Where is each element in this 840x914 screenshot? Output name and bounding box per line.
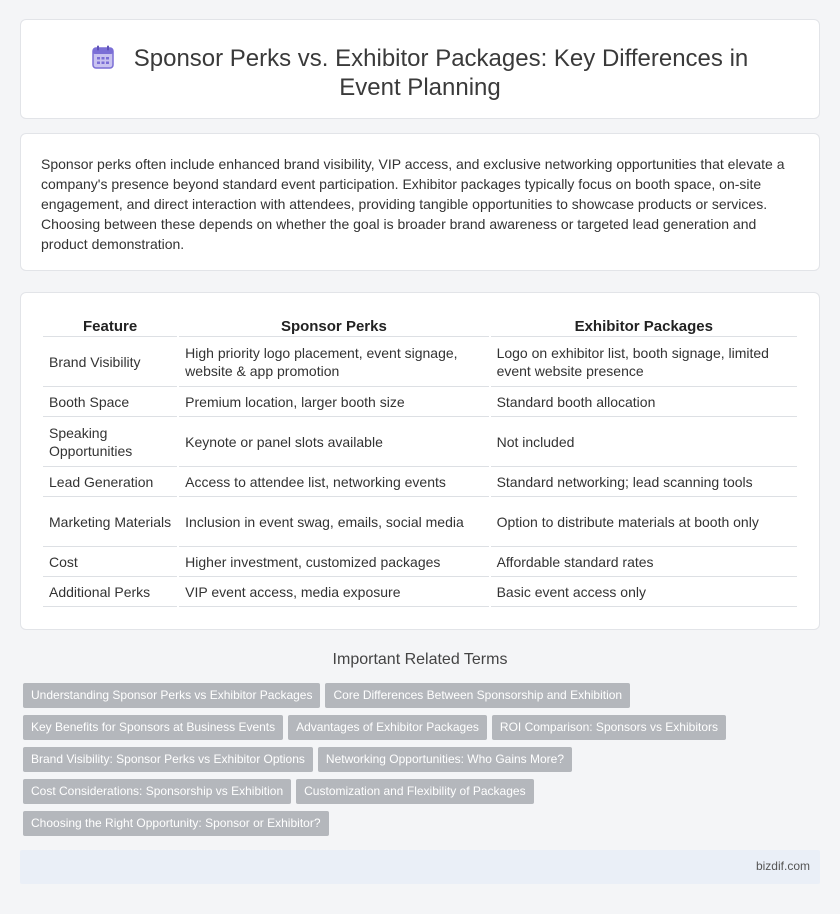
related-term-link[interactable]: Understanding Sponsor Perks vs Exhibitor Packages: [23, 683, 320, 708]
feature-cell: Marketing Materials: [43, 497, 177, 547]
sponsor-cell: Access to attendee list, networking events: [179, 467, 488, 497]
exhibitor-cell: Affordable standard rates: [491, 547, 797, 577]
sponsor-cell: Inclusion in event swag, emails, social media: [179, 497, 488, 547]
comparison-card: [20, 292, 820, 630]
feature-cell: Brand Visibility: [43, 337, 177, 387]
feature-cell: Speaking Opportunities: [43, 417, 177, 467]
related-term-link[interactable]: Cost Considerations: Sponsorship vs Exhibition: [23, 779, 291, 804]
chip-row: [23, 683, 823, 715]
sponsor-cell: Higher investment, customized packages: [179, 547, 488, 577]
chip-row: [23, 715, 823, 747]
related-term-link[interactable]: Advantages of Exhibitor Packages: [288, 715, 487, 740]
exhibitor-cell: Standard booth allocation: [491, 387, 797, 417]
related-terms-title: Important Related Terms: [332, 651, 508, 668]
table-row: [43, 547, 797, 577]
related-terms-list: [23, 683, 823, 843]
sponsor-cell: Keynote or panel slots available: [179, 417, 488, 467]
exhibitor-cell: Option to distribute materials at booth only: [491, 497, 797, 547]
exhibitor-cell: Not included: [491, 417, 797, 467]
sponsor-cell: High priority logo placement, event signage, website & app promotion: [179, 337, 488, 387]
feature-cell: Additional Perks: [43, 577, 177, 607]
related-term-link[interactable]: Key Benefits for Sponsors at Business Events: [23, 715, 283, 740]
feature-cell: Booth Space: [43, 387, 177, 417]
table-row: [43, 387, 797, 417]
footer-brand[interactable]: bizdif.com: [755, 859, 810, 873]
related-term-link[interactable]: Brand Visibility: Sponsor Perks vs Exhibitor Options: [23, 747, 313, 772]
table-row: [43, 417, 797, 467]
comparison-table: [41, 315, 799, 607]
related-term-link[interactable]: ROI Comparison: Sponsors vs Exhibitors: [492, 715, 726, 740]
table-row: [43, 497, 797, 547]
header-exhibitor: Exhibitor Packages: [491, 315, 797, 337]
title-card: [20, 19, 820, 119]
related-term-link[interactable]: Core Differences Between Sponsorship and Exhibition: [325, 683, 630, 708]
chip-row: [23, 779, 823, 811]
table-row: [43, 337, 797, 387]
page-title: Sponsor Perks vs. Exhibitor Packages: Key Differences in Event Planning: [133, 45, 749, 101]
table-header-row: [43, 315, 797, 337]
intro-card: [20, 133, 820, 271]
calendar-icon: [92, 45, 114, 69]
footer: [20, 850, 820, 884]
exhibitor-cell: Basic event access only: [491, 577, 797, 607]
sponsor-cell: VIP event access, media exposure: [179, 577, 488, 607]
intro-text: Sponsor perks often include enhanced brand visibility, VIP access, and exclusive networking opportunities that elevate a company's presence beyond standard event participation. Exhibitor packages typically focus on booth space, on-site engagement, and direct interaction with attendees, providing tangible opportunities to showcase products or services. Choosing between these depends on whether the goal is broader brand awareness or targeted lead generation and product demonstration.: [41, 156, 785, 252]
related-term-link[interactable]: Customization and Flexibility of Packages: [296, 779, 533, 804]
page-title-wrap: [61, 44, 779, 102]
table-row: [43, 577, 797, 607]
chip-row: [23, 811, 823, 843]
related-term-link[interactable]: Choosing the Right Opportunity: Sponsor or Exhibitor?: [23, 811, 329, 836]
chip-row: [23, 747, 823, 779]
header-sponsor: Sponsor Perks: [179, 315, 488, 337]
feature-cell: Cost: [43, 547, 177, 577]
related-term-link[interactable]: Networking Opportunities: Who Gains More?: [318, 747, 572, 772]
sponsor-cell: Premium location, larger booth size: [179, 387, 488, 417]
feature-cell: Lead Generation: [43, 467, 177, 497]
exhibitor-cell: Standard networking; lead scanning tools: [491, 467, 797, 497]
header-feature: Feature: [43, 315, 177, 337]
table-row: [43, 467, 797, 497]
exhibitor-cell: Logo on exhibitor list, booth signage, limited event website presence: [491, 337, 797, 387]
